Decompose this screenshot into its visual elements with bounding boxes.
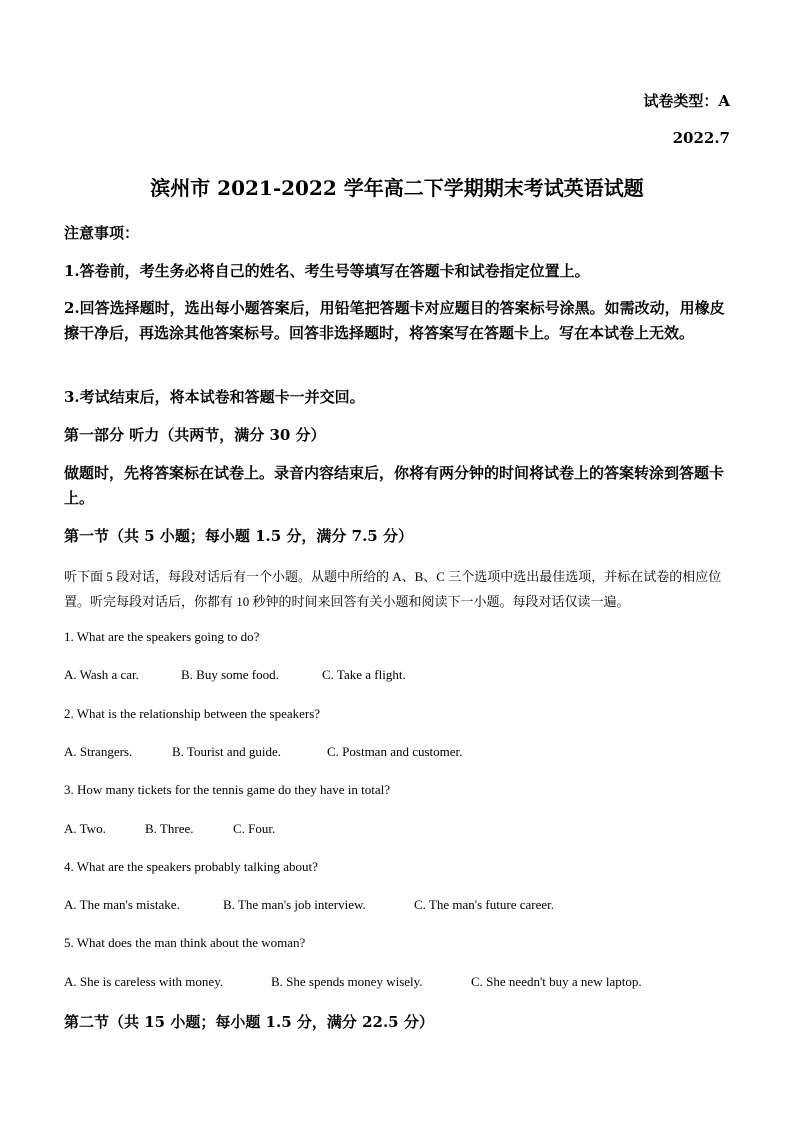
question-1-option-a: A. Wash a car.: [64, 667, 139, 682]
question-4-option-c: C. The man's future career.: [414, 897, 554, 912]
notice-heading: 注意事项：: [64, 224, 140, 242]
question-4-option-a: A. The man's mistake.: [64, 897, 180, 912]
part1-heading: 第一部分 听力（共两节，满分 30 分）: [64, 426, 326, 444]
question-5-option-c: C. She needn't buy a new laptop.: [471, 974, 642, 989]
question-5-option-b: B. She spends money wisely.: [271, 974, 423, 989]
question-5: 5. What does the man think about the woman?: [64, 935, 306, 950]
question-2-option-b: B. Tourist and guide.: [172, 744, 281, 759]
question-2: 2. What is the relationship between the speakers?: [64, 706, 321, 721]
paper-type-label: 试卷类型：A: [643, 92, 730, 110]
question-5-option-a: A. She is careless with money.: [64, 974, 224, 989]
notice-item-2: 2.回答选择题时，选出每小题答案后，用铅笔把答题卡对应题目的答案标号涂黑。如需改动，用橡皮擦干净后，再选涂其他答案标号。回答非选择题时，将答案写在答题卡上。写在本试卷上无效。: [64, 299, 725, 342]
question-1: 1. What are the speakers going to do?: [64, 629, 260, 644]
question-1-option-b: B. Buy some food.: [181, 667, 279, 682]
question-2-option-c: C. Postman and customer.: [327, 744, 463, 759]
question-3-option-c: C. Four.: [233, 821, 276, 836]
exam-date: 2022.7: [672, 129, 730, 147]
page-title: 滨州市 2021-2022 学年高二下学期期末考试英语试题: [150, 176, 644, 200]
question-3-option-b: B. Three.: [145, 821, 194, 836]
question-2-option-a: A. Strangers.: [64, 744, 133, 759]
section1-heading: 第一节（共 5 小题；每小题 1.5 分，满分 7.5 分）: [64, 527, 413, 545]
question-1-option-c: C. Take a flight.: [322, 667, 406, 682]
notice-item-3: 3.考试结束后，将本试卷和答题卡一并交回。: [64, 388, 365, 406]
part1-instruction: 做题时，先将答案标在试卷上。录音内容结束后，你将有两分钟的时间将试卷上的答案转涂到答题卡上。: [64, 464, 725, 507]
section2-heading: 第二节（共 15 小题；每小题 1.5 分，满分 22.5 分）: [64, 1013, 434, 1031]
section1-instruction: 听下面 5 段对话，每段对话后有一个小题。从题中所给的 A、B、C 三个选项中选出最佳选项，并标在试卷的相应位置。听完每段对话后，你都有 10 秒钟的时间来回答有关小题和阅读下一小题。每段对话仅读一遍。: [64, 569, 722, 609]
question-4-option-b: B. The man's job interview.: [223, 897, 366, 912]
question-3-option-a: A. Two.: [64, 821, 106, 836]
notice-item-1: 1.答卷前，考生务必将自己的姓名、考生号等填写在答题卡和试卷指定位置上。: [64, 262, 590, 280]
question-3: 3. How many tickets for the tennis game do they have in total?: [64, 782, 390, 797]
question-4: 4. What are the speakers probably talking about?: [64, 859, 318, 874]
